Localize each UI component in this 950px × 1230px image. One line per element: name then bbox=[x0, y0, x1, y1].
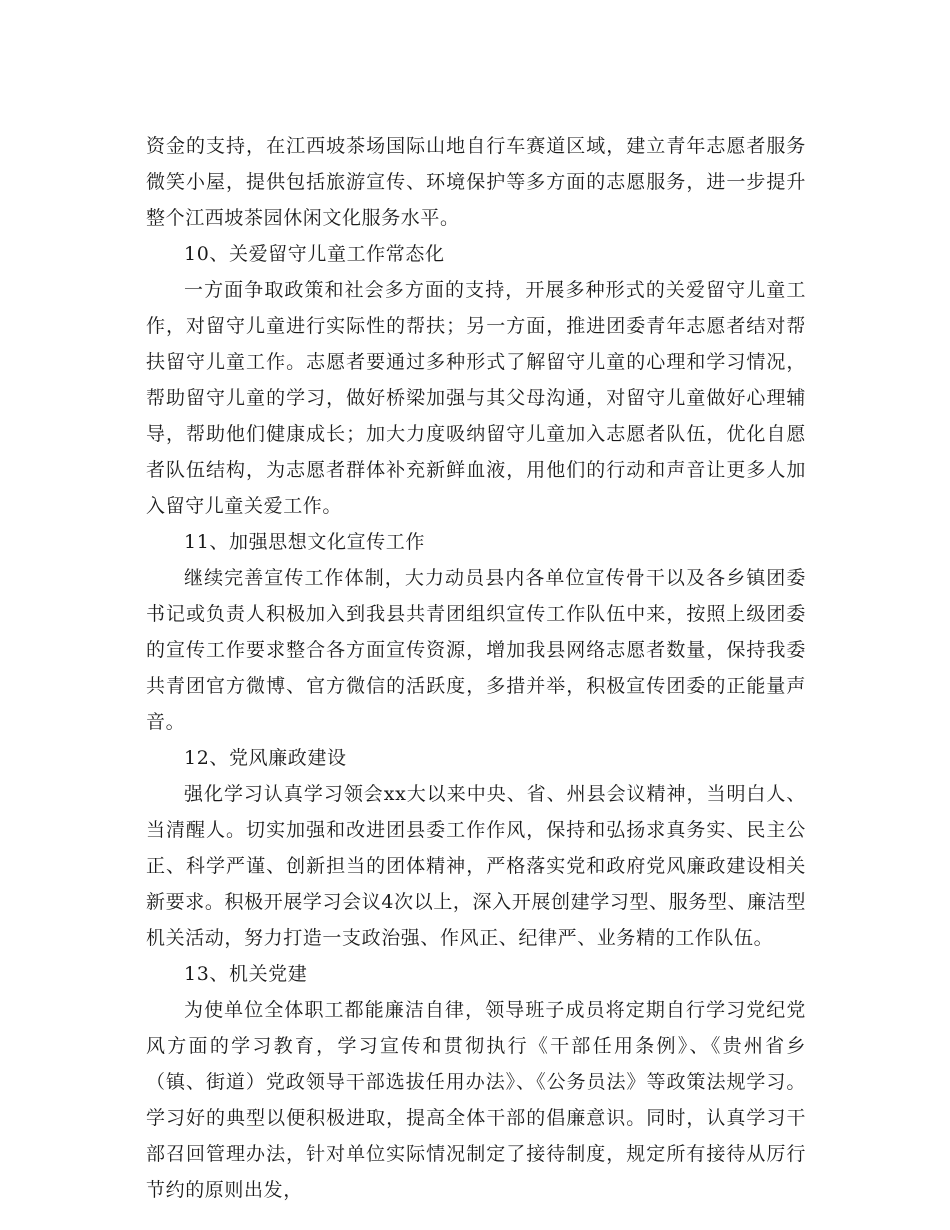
section-heading-11: 11、加强思想文化宣传工作 bbox=[184, 531, 425, 553]
section-heading-13: 13、机关党建 bbox=[184, 963, 308, 985]
paragraph-continued: 资金的支持，在江西坡茶场国际山地自行车赛道区域，建立青年志愿者服务微笑小屋，提供包括旅游宣传、环境保护等多方面的志愿服务，进一步提升整个江西坡茶园休闲文化服务水平。 bbox=[146, 135, 806, 229]
document-page bbox=[146, 128, 806, 1208]
paragraph-13: 为使单位全体职工都能廉洁自律，领导班子成员将定期自行学习党纪党风方面的学习教育，学习宣传和贯彻执行《干部任用条例》、《贵州省乡（镇、街道）党政领导干部选拔任用办法》、《公务员法》等政策法规学习。学习好的典型以便积极进取，提高全体干部的倡廉意识。同时，认真学习干部召回管理办法，针对单位实际情况制定了接待制度，规定所有接待从厉行节约的原则出发， bbox=[146, 999, 806, 1201]
paragraph-10: 一方面争取政策和社会多方面的支持，开展多种形式的关爱留守儿童工作，对留守儿童进行实际性的帮扶；另一方面，推进团委青年志愿者结对帮扶留守儿童工作。志愿者要通过多种形式了解留守儿童的心理和学习情况，帮助留守儿童的学习，做好桥梁加强与其父母沟通，对留守儿童做好心理辅导，帮助他们健康成长；加大力度吸纳留守儿童加入志愿者队伍，优化自愿者队伍结构，为志愿者群体补充新鲜血液，用他们的行动和声音让更多人加入留守儿童关爱工作。 bbox=[146, 279, 806, 517]
section-heading-12: 12、党风廉政建设 bbox=[184, 747, 347, 769]
paragraph-12: 强化学习认真学习领会xx大以来中央、省、州县会议精神，当明白人、当清醒人。切实加强和改进团县委工作作风，保持和弘扬求真务实、民主公正、科学严谨、创新担当的团体精神，严格落实党和政府党风廉政建设相关新要求。积极开展学习会议4次以上，深入开展创建学习型、服务型、廉洁型机关活动，努力打造一支政治强、作风正、纪律严、业务精的工作队伍。 bbox=[146, 783, 806, 949]
section-heading-10: 10、关爱留守儿童工作常态化 bbox=[184, 243, 445, 265]
paragraph-11: 继续完善宣传工作体制，大力动员县内各单位宣传骨干以及各乡镇团委书记或负责人积极加入到我县共青团组织宣传工作队伍中来，按照上级团委的宣传工作要求整合各方面宣传资源，增加我县网络志愿者数量，保持我委共青团官方微博、官方微信的活跃度，多措并举，积极宣传团委的正能量声音。 bbox=[146, 567, 806, 733]
